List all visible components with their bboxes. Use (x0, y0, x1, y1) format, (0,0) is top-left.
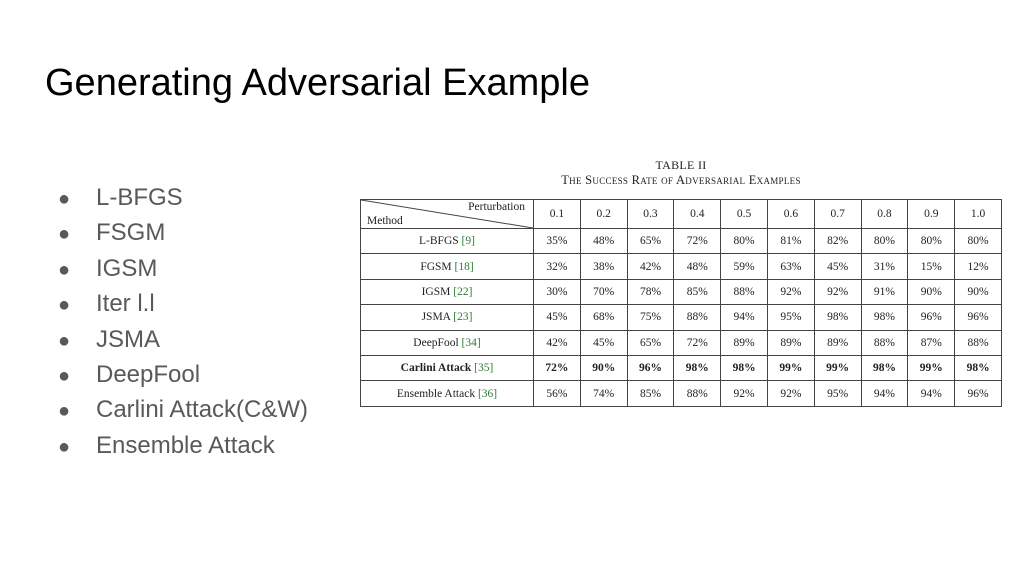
value-cell: 88% (955, 330, 1002, 355)
value-cell: 74% (580, 381, 627, 406)
value-cell: 94% (721, 305, 768, 330)
method-name: FGSM (420, 260, 452, 273)
table-body (361, 229, 1002, 407)
value-cell: 95% (767, 305, 814, 330)
value-cell: 78% (627, 279, 674, 304)
value-cell: 80% (721, 229, 768, 254)
bullet-label: L-BFGS (96, 184, 183, 211)
method-cell (361, 305, 534, 330)
value-cell: 85% (674, 279, 721, 304)
value-cell: 68% (580, 305, 627, 330)
citation-ref: [22] (453, 285, 473, 298)
value-cell: 98% (674, 355, 721, 380)
citation-ref: [18] (454, 260, 474, 273)
value-cell: 90% (580, 355, 627, 380)
column-header: 0.6 (767, 200, 814, 229)
value-cell: 72% (534, 355, 581, 380)
citation-ref: [23] (453, 311, 473, 324)
bullet-dot-icon: ● (58, 294, 71, 317)
value-cell: 75% (627, 305, 674, 330)
value-cell: 63% (767, 254, 814, 279)
value-cell: 96% (908, 305, 955, 330)
bullet-dot-icon: ● (58, 400, 71, 423)
method-cell (361, 381, 534, 406)
value-cell: 48% (674, 254, 721, 279)
value-cell: 98% (861, 305, 908, 330)
value-cell: 31% (861, 254, 908, 279)
value-cell: 88% (861, 330, 908, 355)
value-cell: 81% (767, 229, 814, 254)
perturbation-header: Perturbation (468, 201, 525, 213)
bullet-dot-icon: ● (58, 258, 71, 281)
value-cell: 91% (861, 279, 908, 304)
column-header: 0.9 (908, 200, 955, 229)
value-cell: 35% (534, 229, 581, 254)
value-cell: 30% (534, 279, 581, 304)
method-cell (361, 330, 534, 355)
value-cell: 96% (955, 305, 1002, 330)
value-cell: 92% (767, 279, 814, 304)
bullet-item (58, 357, 308, 392)
citation-ref: [36] (477, 387, 498, 400)
value-cell: 92% (721, 381, 768, 406)
value-cell: 89% (814, 330, 861, 355)
method-name: Carlini Attack (400, 362, 472, 375)
value-cell: 45% (814, 254, 861, 279)
value-cell: 96% (627, 355, 674, 380)
method-name: DeepFool (413, 336, 459, 349)
column-header: 1.0 (955, 200, 1002, 229)
bullet-item (58, 251, 308, 286)
method-name: Ensemble Attack (396, 387, 476, 400)
bullet-label: IGSM (96, 254, 158, 282)
table-row (361, 330, 1002, 355)
bullet-dot-icon: ● (58, 188, 71, 210)
bullet-dot-icon: ● (58, 364, 71, 387)
value-cell: 90% (955, 279, 1002, 304)
table-caption-title: The Success Rate of Adversarial Examples (561, 173, 801, 187)
citation-ref: [9] (461, 235, 475, 248)
method-name: L-BFGS (419, 235, 459, 248)
value-cell: 92% (767, 381, 814, 406)
citation-ref: [35] (474, 362, 494, 375)
bullet-item (58, 215, 308, 250)
value-cell: 89% (767, 330, 814, 355)
table-row (361, 279, 1002, 304)
value-cell: 92% (814, 279, 861, 304)
bullet-item (58, 428, 308, 463)
value-cell: 65% (627, 330, 674, 355)
value-cell: 42% (534, 330, 581, 355)
value-cell: 80% (908, 229, 955, 254)
value-cell: 99% (908, 355, 955, 380)
value-cell: 65% (627, 229, 674, 254)
value-cell: 56% (534, 381, 581, 406)
value-cell: 45% (534, 305, 581, 330)
value-cell: 88% (674, 305, 721, 330)
table-corner-cell (361, 200, 534, 229)
column-header: 0.5 (721, 200, 768, 229)
value-cell: 12% (955, 254, 1002, 279)
value-cell: 87% (908, 330, 955, 355)
value-cell: 99% (767, 355, 814, 380)
column-header: 0.2 (580, 200, 627, 229)
table-header-row (361, 200, 1002, 229)
bullet-item (58, 392, 308, 427)
value-cell: 85% (627, 381, 674, 406)
value-cell: 99% (814, 355, 861, 380)
column-header: 0.3 (627, 200, 674, 229)
value-cell: 80% (955, 229, 1002, 254)
bullet-list (58, 180, 308, 463)
table-row (361, 254, 1002, 279)
method-header: Method (367, 215, 403, 227)
column-header: 0.4 (674, 200, 721, 229)
method-name: IGSM (421, 285, 451, 298)
slide-title: Generating Adversarial Example (45, 62, 590, 104)
bullet-label: Iter l.l (96, 290, 155, 318)
value-cell: 98% (814, 305, 861, 330)
method-cell (361, 254, 534, 279)
value-cell: 32% (534, 254, 581, 279)
value-cell: 42% (627, 254, 674, 279)
column-header: 0.7 (814, 200, 861, 229)
value-cell: 48% (580, 229, 627, 254)
value-cell: 94% (861, 381, 908, 406)
bullet-label: DeepFool (96, 360, 201, 388)
method-name: JSMA (421, 311, 451, 324)
value-cell: 88% (674, 381, 721, 406)
bullet-label: Carlini Attack(C&W) (96, 396, 309, 424)
value-cell: 96% (955, 381, 1002, 406)
table-caption-number: TABLE II (655, 158, 707, 172)
value-cell: 80% (861, 229, 908, 254)
table-row (361, 305, 1002, 330)
method-cell (361, 229, 534, 254)
value-cell: 72% (674, 330, 721, 355)
table-figure (360, 158, 1002, 407)
method-cell (361, 355, 534, 380)
citation-ref: [34] (461, 336, 481, 349)
method-cell (361, 279, 534, 304)
value-cell: 38% (580, 254, 627, 279)
value-cell: 70% (580, 279, 627, 304)
column-header: 0.1 (534, 200, 581, 229)
bullet-item (58, 322, 308, 357)
bullet-item (58, 286, 308, 321)
success-rate-table (360, 199, 1002, 407)
value-cell: 98% (721, 355, 768, 380)
value-cell: 82% (814, 229, 861, 254)
bullet-label: Ensemble Attack (96, 431, 275, 459)
bullet-dot-icon: ● (58, 223, 71, 246)
value-cell: 15% (908, 254, 955, 279)
table-row (361, 355, 1002, 380)
value-cell: 94% (908, 381, 955, 406)
value-cell: 95% (814, 381, 861, 406)
value-cell: 90% (908, 279, 955, 304)
value-cell: 88% (721, 279, 768, 304)
bullet-dot-icon: ● (58, 329, 71, 352)
column-header: 0.8 (861, 200, 908, 229)
bullet-label: JSMA (96, 325, 161, 353)
bullet-label: FSGM (96, 219, 166, 247)
table-row (361, 381, 1002, 406)
bullet-item (58, 180, 308, 215)
value-cell: 89% (721, 330, 768, 355)
table-row (361, 229, 1002, 254)
value-cell: 59% (721, 254, 768, 279)
value-cell: 98% (955, 355, 1002, 380)
value-cell: 98% (861, 355, 908, 380)
bullet-dot-icon: ● (58, 435, 71, 458)
value-cell: 72% (674, 229, 721, 254)
value-cell: 45% (580, 330, 627, 355)
